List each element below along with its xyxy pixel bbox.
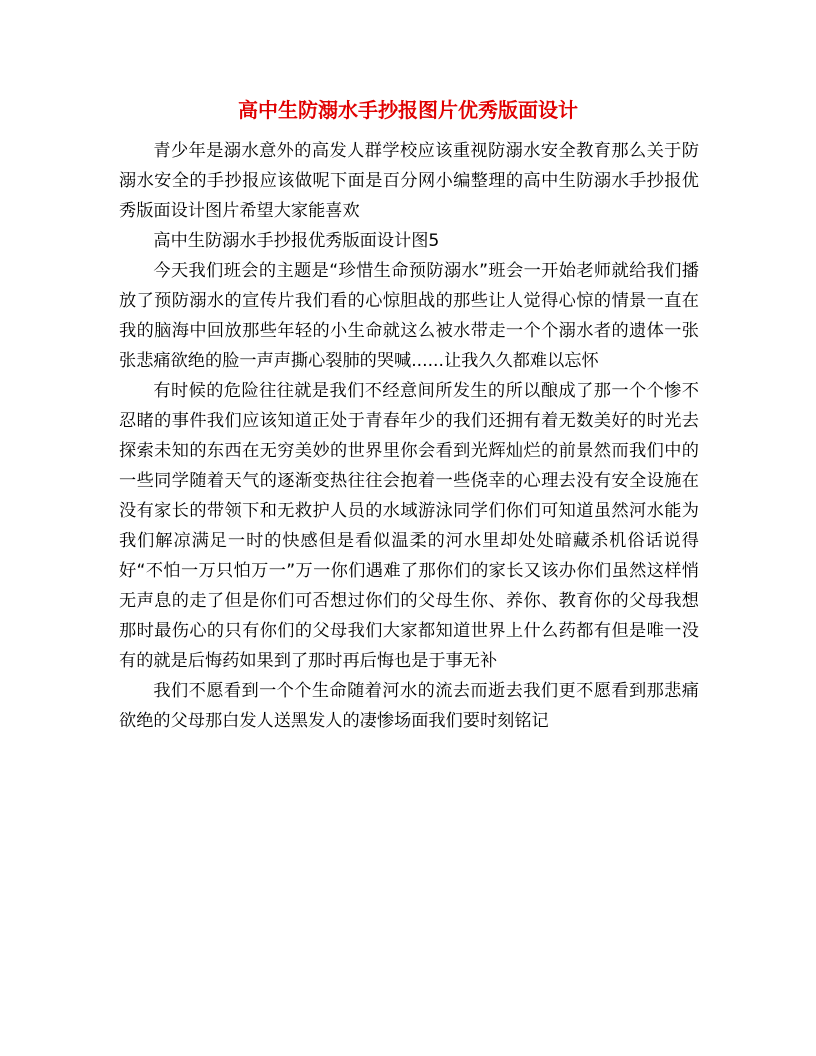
paragraph-class-meeting: 今天我们班会的主题是“珍惜生命预防溺水”班会一开始老师就给我们播放了预防溺水的宣传片我们看的心惊胆战的那些让人觉得心惊的情景一直在我的脑海中回放那些年轻的小生命就这么被水带走一个个溺水者的遗体一张张悲痛欲绝的脸一声声撕心裂肺的哭喊......让我久久都难以忘怀 [119, 261, 699, 371]
document-title: 高中生防溺水手抄报图片优秀版面设计 [238, 98, 578, 122]
document-body [119, 136, 699, 736]
paragraph-image-caption: 高中生防溺水手抄报优秀版面设计图5 [153, 231, 440, 251]
paragraph-closing: 我们不愿看到一个个生命随着河水的流去而逝去我们更不愿看到那悲痛欲绝的父母那白发人送黑发人的凄惨场面我们要时刻铭记 [119, 681, 699, 731]
paragraph-intro: 青少年是溺水意外的高发人群学校应该重视防溺水安全教育那么关于防溺水安全的手抄报应该做呢下面是百分网小编整理的高中生防溺水手抄报优秀版面设计图片希望大家能喜欢 [119, 141, 699, 221]
paragraph-danger: 有时候的危险往往就是我们不经意间所发生的所以酿成了那一个个惨不忍睹的事件我们应该知道正处于青春年少的我们还拥有着无数美好的时光去探索未知的东西在无穷美妙的世界里你会看到光辉灿烂的前景然而我们中的一些同学随着天气的逐渐变热往往会抱着一些侥幸的心理去没有安全设施在没有家长的带领下和无救护人员的水域游泳同学们你们可知道虽然河水能为我们解凉满足一时的快感但是看似温柔的河水里却处处暗藏杀机俗话说得好“不怕一万只怕万一”万一你们遇难了那你们的家长又该办你们虽然这样悄无声息的走了但是你们可否想过你们的父母生你、养你、教育你的父母我想那时最伤心的只有你们的父母我们大家都知道世界上什么药都有但是唯一没有的就是后悔药如果到了那时再后悔也是于事无补 [119, 381, 699, 671]
